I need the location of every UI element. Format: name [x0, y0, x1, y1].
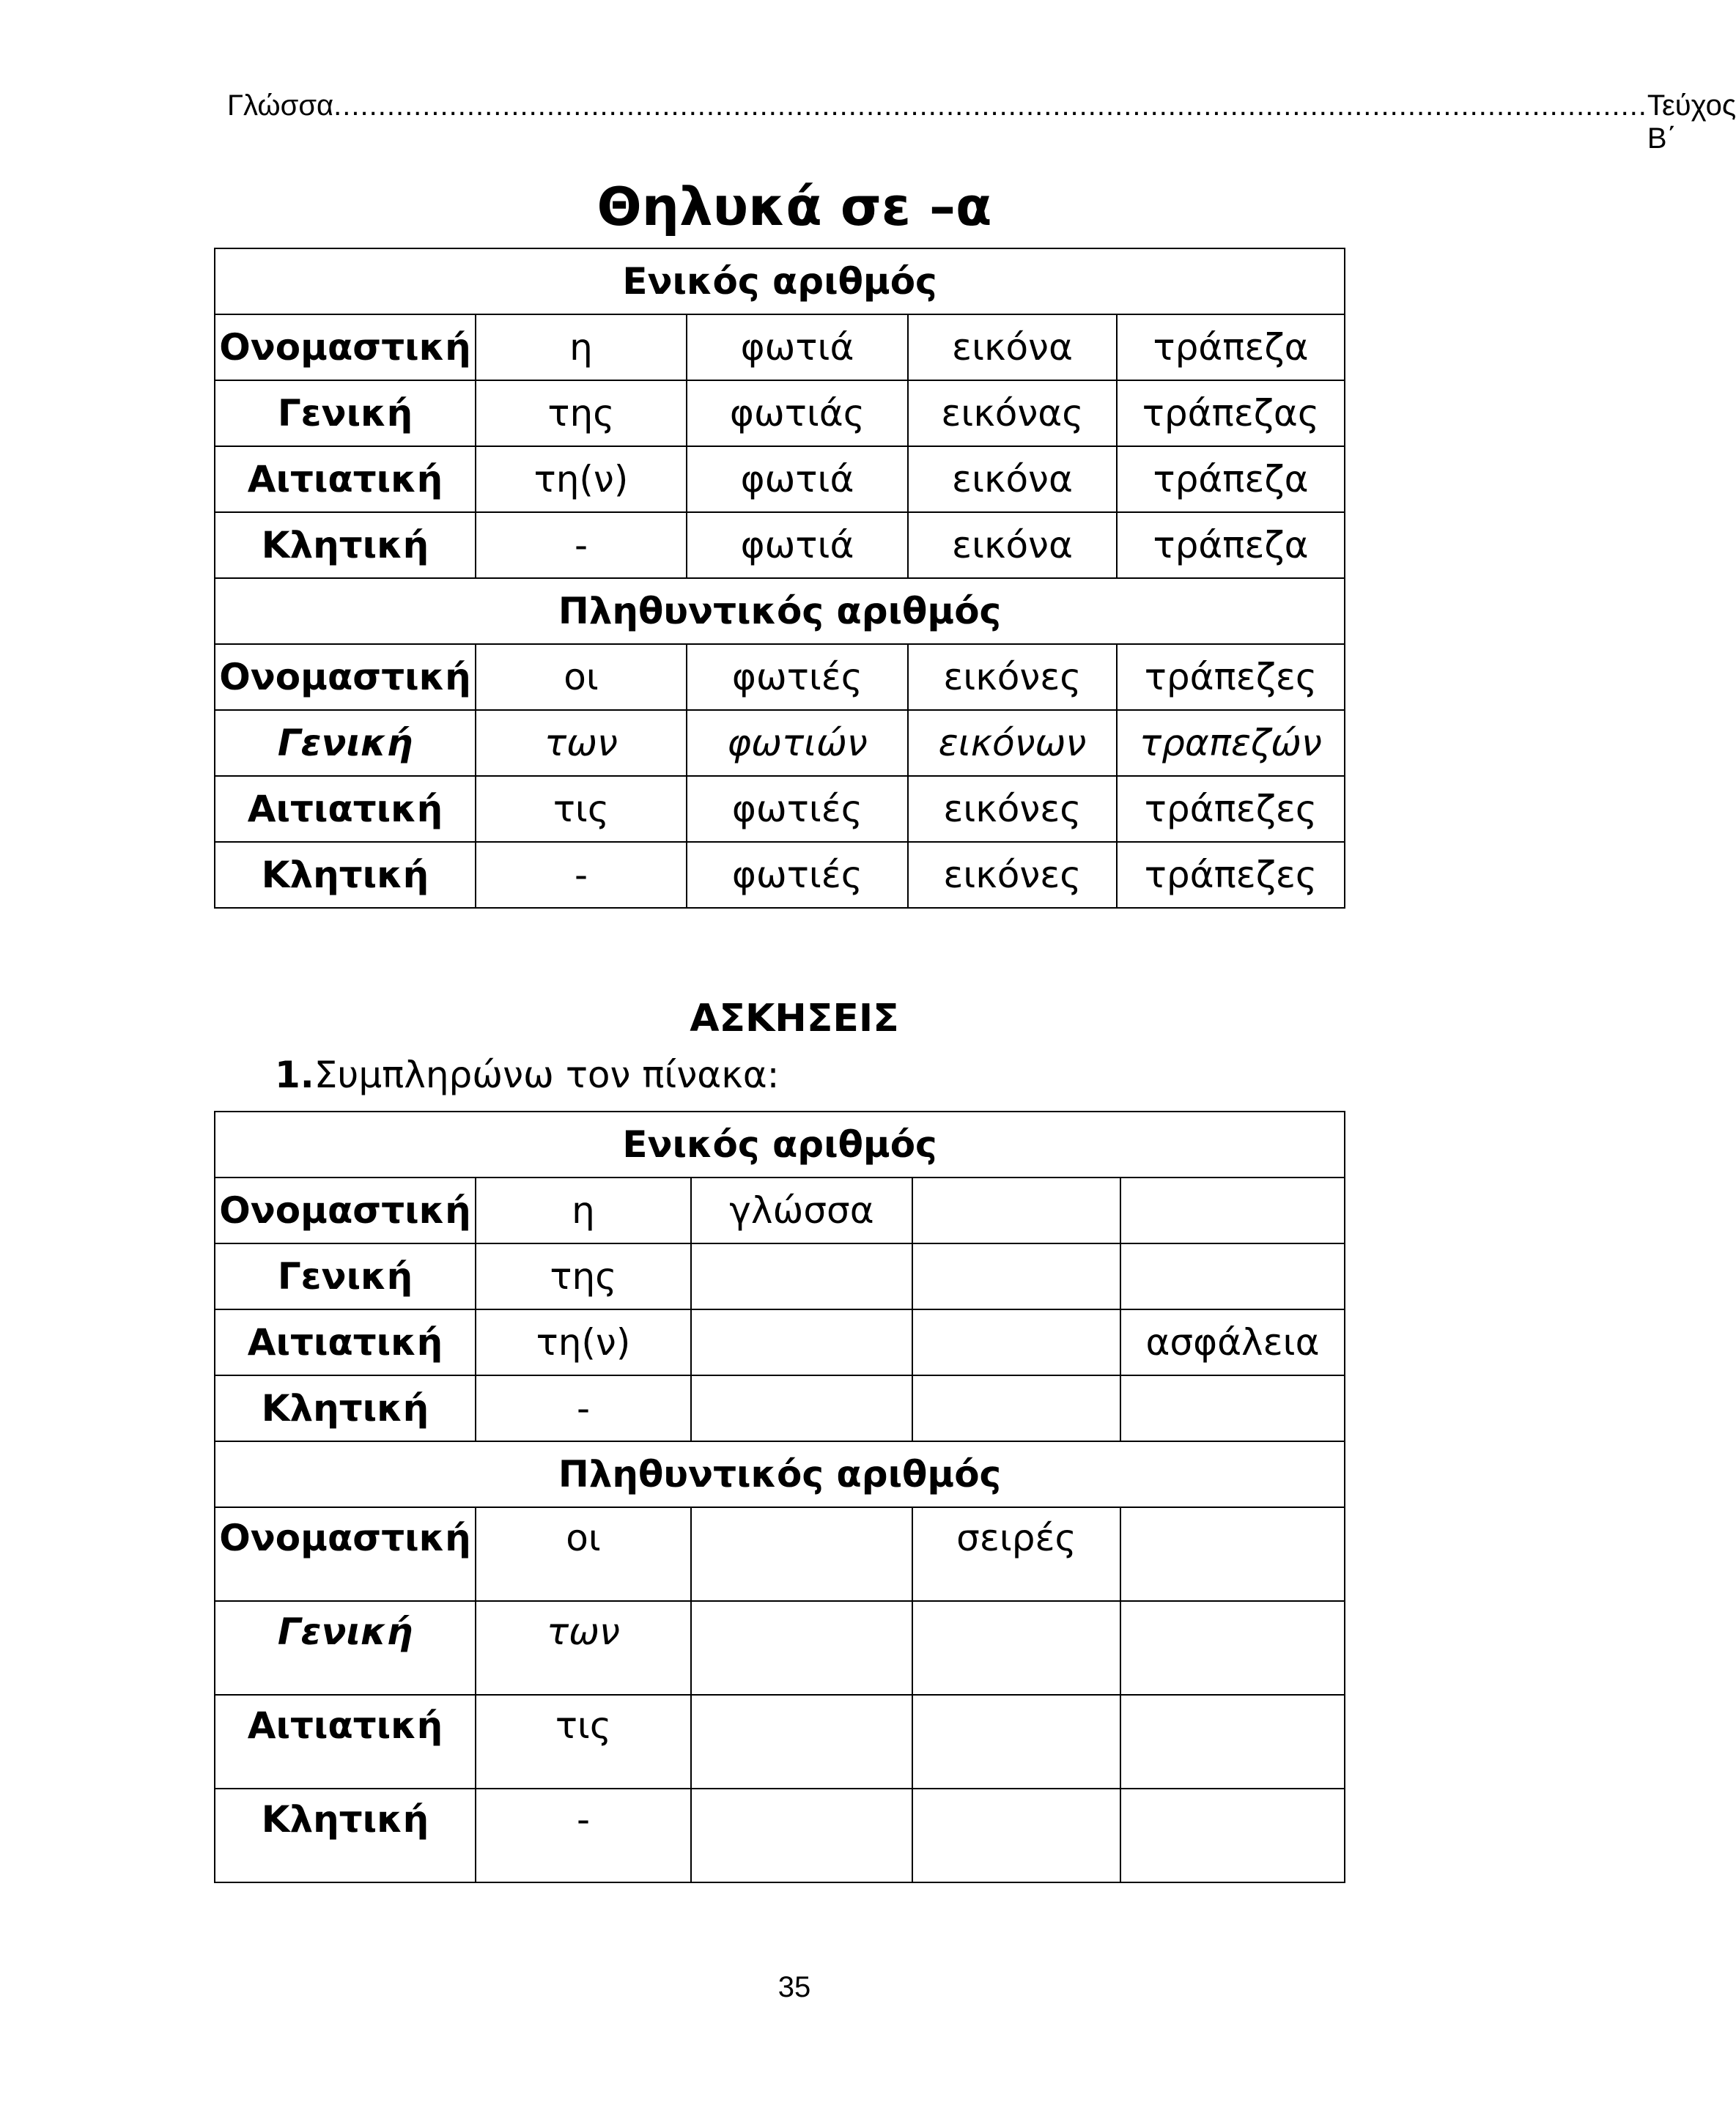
answer-cell[interactable]	[691, 1309, 912, 1375]
noun-cell: φωτιές	[687, 842, 908, 908]
noun-cell: εικόνες	[908, 842, 1117, 908]
noun-cell: τραπεζών	[1117, 710, 1345, 776]
article-cell: -	[476, 842, 687, 908]
noun-cell: εικόνα	[908, 314, 1117, 380]
article-cell: της	[476, 1243, 691, 1309]
article-cell: των	[476, 1601, 691, 1695]
noun-cell: φωτιά	[687, 446, 908, 512]
article-cell: οι	[476, 644, 687, 710]
article-cell: τις	[476, 776, 687, 842]
answer-cell[interactable]	[912, 1178, 1120, 1243]
header-subject: Γλώσσα	[227, 89, 334, 122]
article-cell: των	[476, 710, 687, 776]
noun-cell: εικόνων	[908, 710, 1117, 776]
case-label: Κλητική	[215, 842, 476, 908]
table-row	[215, 446, 1345, 512]
table-row	[215, 314, 1345, 380]
table-row	[215, 1507, 1345, 1601]
answer-cell[interactable]	[691, 1601, 912, 1695]
answer-cell[interactable]	[691, 1695, 912, 1789]
answer-cell[interactable]	[1120, 1507, 1345, 1601]
case-label: Γενική	[215, 1601, 476, 1695]
noun-cell: φωτιές	[687, 644, 908, 710]
noun-cell: φωτιών	[687, 710, 908, 776]
noun-cell: φωτιάς	[687, 380, 908, 446]
case-label: Αιτιατική	[215, 1695, 476, 1789]
header-volume: Τεύχος Β΄	[1647, 89, 1736, 155]
answer-cell[interactable]: σειρές	[912, 1507, 1120, 1601]
article-cell: -	[476, 1789, 691, 1882]
article-cell: -	[476, 1375, 691, 1441]
noun-cell: εικόνας	[908, 380, 1117, 446]
article-cell: τη(ν)	[476, 446, 687, 512]
header-dots: ....................................................................................................................................................	[333, 89, 1647, 122]
answer-cell[interactable]	[691, 1375, 912, 1441]
exercise-text: Συμπληρώνω τον πίνακα:	[314, 1054, 780, 1096]
table-row	[215, 1601, 1345, 1695]
answer-cell[interactable]: γλώσσα	[691, 1178, 912, 1243]
table-row	[215, 644, 1345, 710]
case-label: Γενική	[215, 380, 476, 446]
exercise-number: 1.	[275, 1054, 314, 1096]
table-row	[215, 1789, 1345, 1882]
article-cell: οι	[476, 1507, 691, 1601]
page-header	[227, 89, 1736, 155]
answer-cell[interactable]	[691, 1789, 912, 1882]
case-label: Κλητική	[215, 1375, 476, 1441]
noun-cell: τράπεζες	[1117, 644, 1345, 710]
answer-cell[interactable]	[912, 1309, 1120, 1375]
noun-cell: τράπεζα	[1117, 512, 1345, 578]
noun-cell: τράπεζας	[1117, 380, 1345, 446]
page-number: 35	[777, 1971, 811, 2003]
answer-cell[interactable]	[912, 1375, 1120, 1441]
answer-cell[interactable]	[1120, 1789, 1345, 1882]
noun-cell: τράπεζες	[1117, 842, 1345, 908]
noun-cell: τράπεζα	[1117, 446, 1345, 512]
table-row	[215, 380, 1345, 446]
singular-heading: Ενικός αριθμός	[215, 1112, 1345, 1178]
answer-cell[interactable]	[1120, 1375, 1345, 1441]
exercise-table	[214, 1111, 1345, 1883]
table-row	[215, 1178, 1345, 1243]
noun-cell: εικόνες	[908, 644, 1117, 710]
table-row	[215, 512, 1345, 578]
article-cell: της	[476, 380, 687, 446]
noun-cell: εικόνες	[908, 776, 1117, 842]
answer-cell[interactable]	[1120, 1695, 1345, 1789]
answer-cell[interactable]	[912, 1789, 1120, 1882]
noun-cell: εικόνα	[908, 512, 1117, 578]
case-label: Γενική	[215, 710, 476, 776]
case-label: Ονομαστική	[215, 644, 476, 710]
declension-table	[214, 248, 1345, 909]
noun-cell: εικόνα	[908, 446, 1117, 512]
answer-cell[interactable]: ασφάλεια	[1120, 1309, 1345, 1375]
article-cell: τις	[476, 1695, 691, 1789]
article-cell: τη(ν)	[476, 1309, 691, 1375]
article-cell: η	[476, 314, 687, 380]
table-row	[215, 1695, 1345, 1789]
exercise-instruction	[275, 1054, 780, 1096]
table-row	[215, 776, 1345, 842]
answer-cell[interactable]	[1120, 1243, 1345, 1309]
answer-cell[interactable]	[1120, 1178, 1345, 1243]
noun-cell: τράπεζα	[1117, 314, 1345, 380]
noun-cell: τράπεζες	[1117, 776, 1345, 842]
answer-cell[interactable]	[691, 1243, 912, 1309]
answer-cell[interactable]	[691, 1507, 912, 1601]
noun-cell: φωτιά	[687, 314, 908, 380]
case-label: Γενική	[215, 1243, 476, 1309]
singular-heading: Ενικός αριθμός	[215, 248, 1345, 314]
case-label: Αιτιατική	[215, 1309, 476, 1375]
plural-heading: Πληθυντικός αριθμός	[215, 1441, 1345, 1507]
answer-cell[interactable]	[912, 1601, 1120, 1695]
case-label: Αιτιατική	[215, 446, 476, 512]
case-label: Ονομαστική	[215, 1507, 476, 1601]
answer-cell[interactable]	[1120, 1601, 1345, 1695]
case-label: Αιτιατική	[215, 776, 476, 842]
plural-heading: Πληθυντικός αριθμός	[215, 578, 1345, 644]
exercises-heading: ΑΣΚΗΣΕΙΣ	[690, 997, 899, 1040]
article-cell: η	[476, 1178, 691, 1243]
case-label: Ονομαστική	[215, 1178, 476, 1243]
article-cell: -	[476, 512, 687, 578]
case-label: Κλητική	[215, 1789, 476, 1882]
page-title: Θηλυκά σε –α	[596, 176, 992, 237]
noun-cell: φωτιές	[687, 776, 908, 842]
table-row	[215, 1375, 1345, 1441]
answer-cell[interactable]	[912, 1695, 1120, 1789]
table-row	[215, 710, 1345, 776]
answer-cell[interactable]	[912, 1243, 1120, 1309]
table-row	[215, 1243, 1345, 1309]
table-row	[215, 842, 1345, 908]
noun-cell: φωτιά	[687, 512, 908, 578]
table-row	[215, 1309, 1345, 1375]
case-label: Κλητική	[215, 512, 476, 578]
case-label: Ονομαστική	[215, 314, 476, 380]
